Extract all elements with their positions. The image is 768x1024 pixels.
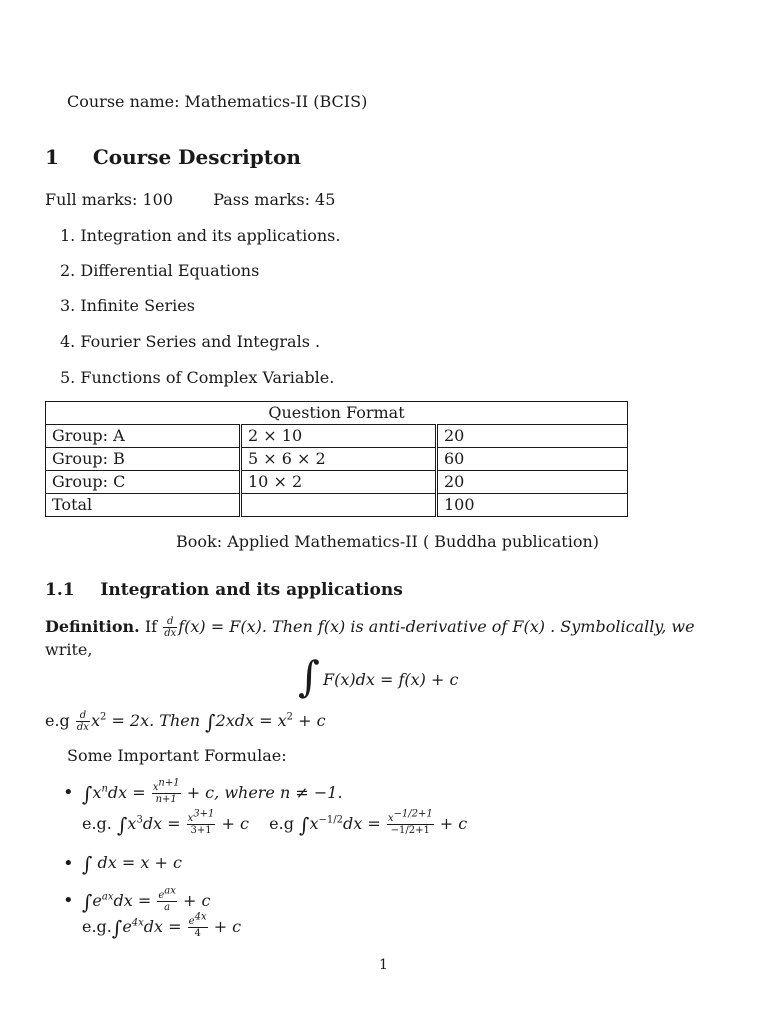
table-row: Group: B 5 × 6 × 2 60: [46, 448, 628, 471]
formula-constant: ∫ dx = x + c: [82, 852, 182, 876]
list-item: 2. Differential Equations: [60, 261, 260, 280]
table-row: Group: A 2 × 10 20: [46, 425, 628, 448]
table-header: Question Format: [46, 402, 628, 425]
example-line: e.g $\frac{d}{dx}$ $x^2 = 2x$. Then $\int 2xdx = x^2 + c$: [45, 710, 326, 734]
table-row: Group: C 10 × 2 20: [46, 471, 628, 494]
definition-line: Definition. If $\frac{d}{dx}$ f(x) = F(x). Then f(x) is anti-derivative of F(x) . Symbolically, we: [45, 616, 695, 639]
bullet-icon: •: [63, 853, 74, 874]
section-heading-1-1: [45, 580, 403, 600]
subsection-title: Integration and its applications: [100, 580, 403, 600]
full-marks: Full marks: 100: [45, 190, 174, 209]
table-header-row: [46, 402, 628, 425]
section-number: 1: [45, 145, 59, 169]
definition-label: Definition.: [45, 617, 140, 636]
definition-display-equation: F(x)dx = f(x) + c: [323, 670, 459, 689]
formula-power-rule: $\int x^ndx$ = $\frac{x^{n+1}}{n+1}$ + c, where n ≠ −1.: [82, 777, 343, 806]
book-reference: Book: Applied Mathematics-II ( Buddha publication): [176, 532, 600, 551]
table-row: Total 100: [46, 494, 628, 517]
pass-marks: Pass marks: 45: [213, 190, 336, 209]
integral-sign: ∫: [298, 652, 320, 701]
formula-exponential: $\int e^{ax}dx$ = $\frac{e^{ax}}{a}$ + c: [82, 885, 211, 914]
formula-exponential-example: $e.g.\int e^{4x}dx$ = $\frac{e^{4x}}{4}$ + c: [82, 911, 242, 940]
formula-power-examples: e.g. $\int x^3dx$ = $\frac{x^{3+1}}{3+1}$ + c e.g $\int x^{-1/2}dx$ = $\frac{x^{-1/2+1}}{-1/2+1}$ + c: [82, 808, 468, 837]
question-format-table: [45, 401, 628, 517]
section-title: Course Descripton: [92, 145, 301, 169]
page-number: 1: [379, 957, 388, 973]
bullet-icon: •: [63, 782, 74, 803]
list-item: 5. Functions of Complex Variable.: [60, 368, 335, 387]
section-heading-1: [45, 145, 301, 169]
bullet-icon: •: [63, 890, 74, 911]
list-item: 1. Integration and its applications.: [60, 226, 341, 245]
list-item: 3. Infinite Series: [60, 296, 195, 315]
formulae-heading: Some Important Formulae:: [67, 746, 287, 765]
subsection-number: 1.1: [45, 580, 75, 600]
marks-line: [45, 190, 335, 210]
definition-line-2: write,: [45, 640, 93, 659]
course-name: Course name: Mathematics-II (BCIS): [67, 92, 368, 111]
list-item: 4. Fourier Series and Integrals .: [60, 332, 321, 351]
